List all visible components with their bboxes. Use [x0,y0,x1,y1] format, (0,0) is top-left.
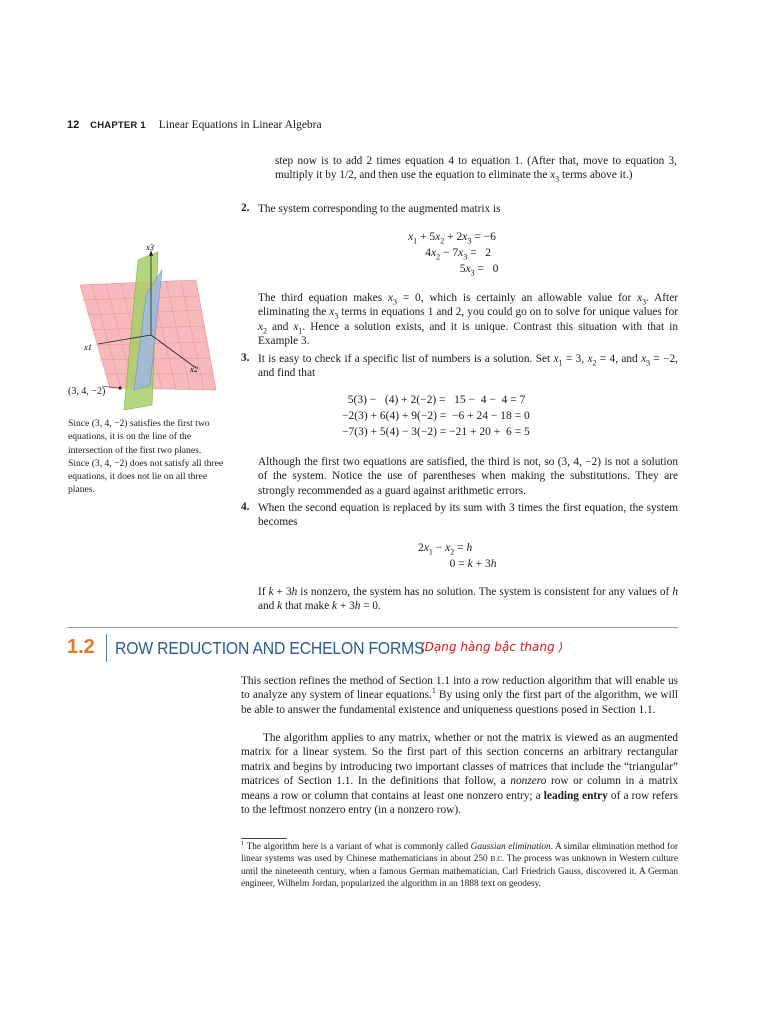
item3-body: Although the first two equations are satisfied, the third is not, so (3, 4, −2) is not a solution of the system. Notice the use of parentheses when making the substitutions. They are strongly recommended as a guard against arithmetic errors. [258,456,678,497]
item1-text: step now is to add 2 times equation 4 to equation 1. (After that, move to equation 3, multiply it by 1/2, and then use the equation to eliminate the $x_3$ terms above it.) [275,155,677,184]
x2-axis-label: x2 [190,364,199,374]
item4-number: 4. [241,501,250,513]
item3-number: 3. [241,352,250,364]
item2-intro: The system corresponding to the augmented matrix is [258,203,501,215]
item3-equations: 5(3) − (4) + 2(−2) = 15 − 4 − 4 = 7 −2(3) + 6(4) + 9(−2) = −6 + 24 − 18 = 0 −7(3) + 5(4) − 3(−2) = −21 + 20 + 6 = 5 [342,394,530,438]
section-rule [67,627,678,628]
item3-intro: It is easy to check if a specific list of numbers is a solution. Set $x_1 = 3$, $x_2 = 4$, and $x_3 = -2$, and find that [258,353,678,380]
footnote: $^1$ The algorithm here is a variant of what is commonly called Gaussian elimination. A similar elimination method for linear systems was used by Chinese mathematicians in about 250 B.C. The process was unknown in Western culture until the nineteenth century, when a famous German mathematician, Carl Friedrich Gauss, discovered it. A German engineer, Wilhelm Jordan, popularized the algorithm in an 1888 text on geodesy. [241,839,678,890]
item2-body: The third equation makes $x_3 = 0$, which is certainly an allowable value for $x_3$. After eliminating the $x_3$ terms in equations 1 and 2, you could go on to solve for unique values for $x_2$ and $x_1$. Hence a solution exists, and it is unique. Contrast this situation with that in Example 3. [258,292,678,348]
item1-continued [275,154,677,183]
footnote-rule [241,838,287,839]
chapter-label: CHAPTER 1 [90,120,146,131]
figure-caption: Since (3, 4, −2) satisfies the first two equations, it is on the line of the intersection of the first two planes. Since (3, 4, −2) does not satisfy all three equations, it does not lie on all three planes. [68,418,224,496]
chapter-title: Linear Equations in Linear Algebra [158,119,322,131]
item4-equations: $2x_1 - x_2 = h$ 0 = k + 3h [418,542,497,570]
item4-intro: When the second equation is replaced by its sum with 3 times the first equation, the system becomes [258,502,678,529]
page-number: 12 [67,119,80,131]
item2-equations: $x_1 + 5x_2 + 2x_3 = -6$ $4x_2 - 7x_3 = 2$ $5x_3 = 0$ [408,231,499,278]
running-header [67,119,322,131]
item4-body: If k + 3h is nonzero, the system has no solution. The system is consistent for any values of h and k that make k + 3h = 0. [258,586,678,613]
section-paragraph-2: The algorithm applies to any matrix, whether or not the matrix is viewed as an augmented matrix for a linear system. So the first part of this section concerns an arbitrary rectangular matrix and begins by introducing two important classes of matrices that include the “triangular” matrices of Section 1.1. In the definitions that follow, a nonzero row or column in a matrix means a row or column that contains at least one nonzero entry; a leading entry of a row refers to the leftmost nonzero entry (in a nonzero row). [241,732,678,817]
section-paragraph-1: This section refines the method of Section 1.1 into a row reduction algorithm that will enable us to analyze any system of linear equations.$^1$ By using only the first part of the algorithm, we will be able to answer the fundamental existence and uniqueness questions posed in Section 1.1. [241,675,678,716]
section-divider [106,634,107,662]
item2-number: 2. [241,202,250,214]
x3-axis-label: x3 [146,242,155,252]
point-marker [118,386,121,389]
x1-axis-label: x1 [84,342,93,352]
point-label: (3, 4, −2) [68,386,106,397]
section-title: ROW REDUCTION AND ECHELON FORMS [115,638,425,658]
handwritten-note: ⟨Dạng hàng bậc thang ⟩ [420,640,564,654]
section-number: 1.2 [67,636,95,658]
